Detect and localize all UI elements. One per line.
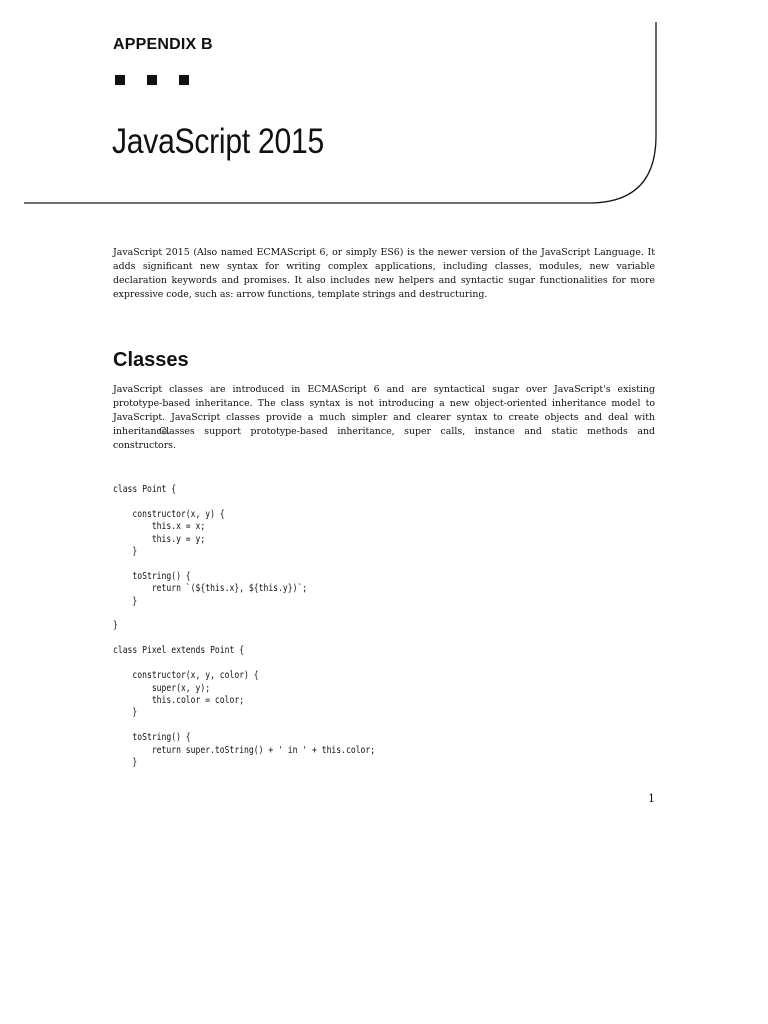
square-icon — [115, 75, 125, 85]
code-listing: class Point { constructor(x, y) { this.x = x; this.y = y; } toString() { return `(${this.x}, ${this.y})`; } } class Pixel extends Point { constructor(x, y, color) { super(x, y); this.color = color; } toString() { return super.toString() + ' in ' + this.color; } — [113, 484, 376, 768]
chapter-header-frame — [0, 0, 768, 210]
section-heading-classes: Classes — [113, 349, 189, 371]
decorative-squares — [115, 75, 189, 85]
page-number: 1 — [648, 792, 655, 805]
square-icon — [179, 75, 189, 85]
classes-paragraph: JavaScript classes are introduced in ECMAScript 6 and are syntactical sugar over JavaScript's existing prototype-based inheritance. The class syntax is not introducing a new object-oriented inheritance model to JavaScript. JavaScript classes provide a much simpler and clearer syntax to create objects and deal with inheritance. — [113, 384, 655, 437]
classes-paragraph: Classes support prototype-based inheritance, super calls, instance and static methods and constructors. — [113, 426, 655, 451]
appendix-label: APPENDIX B — [113, 36, 213, 53]
square-icon — [147, 75, 157, 85]
chapter-title: JavaScript 2015 — [112, 122, 324, 161]
intro-paragraph: JavaScript 2015 (Also named ECMAScript 6, or simply ES6) is the newer version of the JavaScript Language. It adds significant new syntax for writing complex applications, including classes, modules, new variable declaration keywords and promises. It also includes new helpers and syntactic sugar functionalities for more expressive code, such as: arrow functions, template strings and destructuring. — [113, 247, 655, 300]
